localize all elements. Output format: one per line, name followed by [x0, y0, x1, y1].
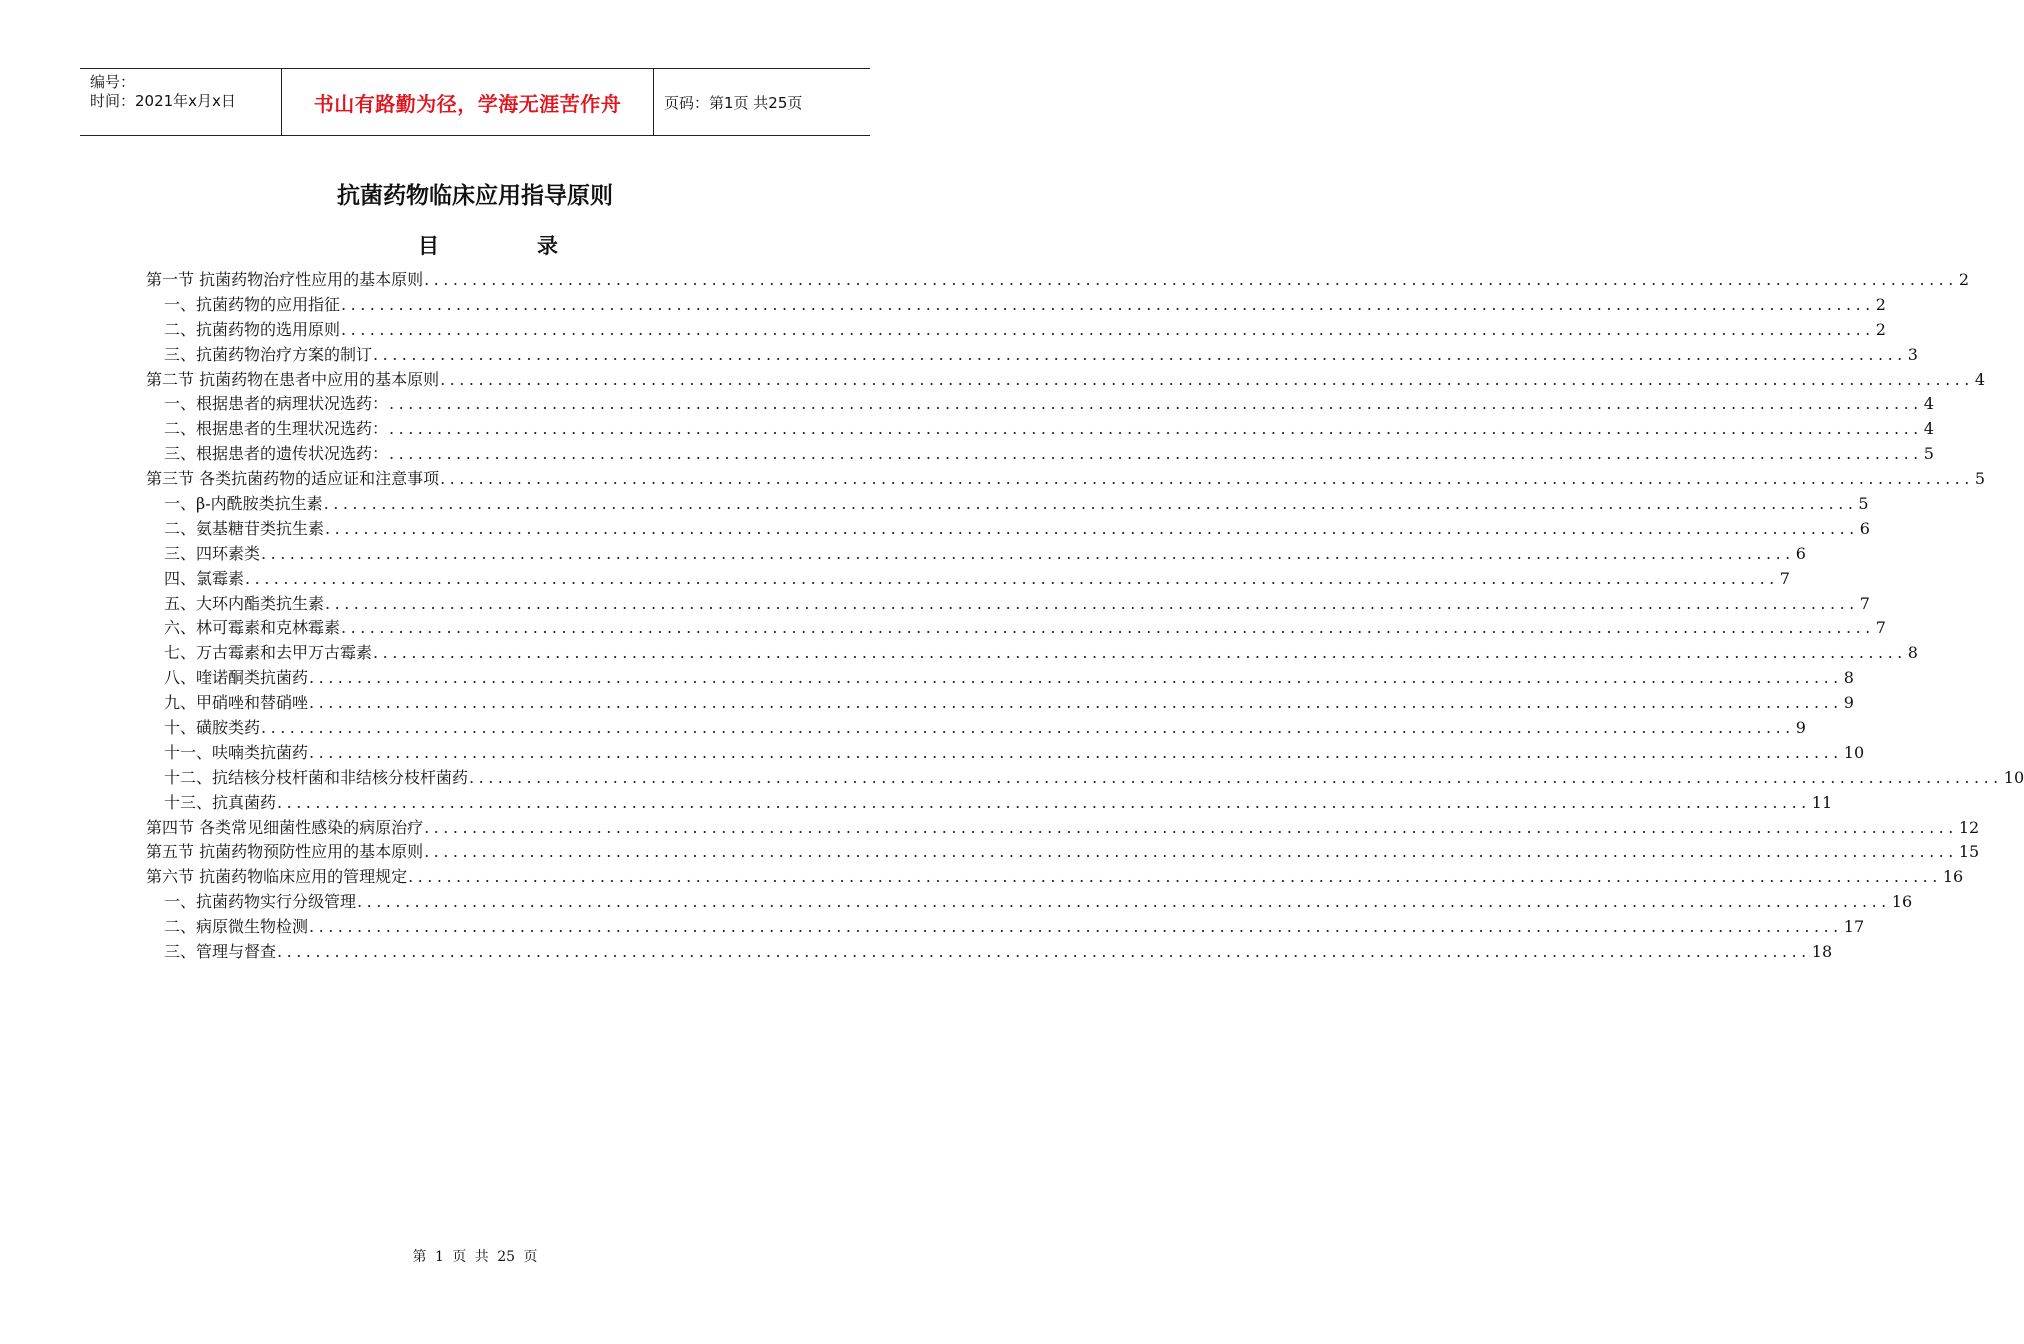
- toc-entry-text: 二、抗菌药物的选用原则: [164, 319, 341, 339]
- table-of-contents: [146, 268, 2024, 965]
- toc-leader-dots: ................................................................................................................................................................: [309, 917, 1843, 937]
- toc-entry[interactable]: [146, 567, 1790, 592]
- toc-entry-page: 10: [2003, 767, 2024, 787]
- header-page-info: 页码：第1页 共25页: [664, 93, 803, 112]
- toc-leader-dots: ................................................................................................................................................................: [277, 942, 1811, 962]
- toc-entry[interactable]: [146, 492, 1869, 517]
- toc-entry-text: 三、根据患者的遗传状况选药：: [164, 444, 389, 464]
- toc-entry-page: 6: [1795, 543, 1806, 563]
- toc-entry-page: 16: [1942, 867, 1964, 887]
- toc-leader-dots: ................................................................................................................................................................: [389, 444, 1923, 464]
- toc-leader-dots: ................................................................................................................................................................: [424, 270, 1958, 289]
- toc-entry[interactable]: [146, 890, 1913, 915]
- toc-leader-dots: ................................................................................................................................................................: [245, 568, 1779, 588]
- toc-entry-text: 五、大环内酯类抗生素: [164, 593, 325, 613]
- toc-entry-text: 一、抗菌药物实行分级管理: [164, 892, 357, 912]
- toc-entry[interactable]: [146, 716, 1806, 741]
- toc-entry-page: 2: [1875, 319, 1886, 339]
- toc-heading-left: 目: [418, 234, 439, 258]
- toc-entry-text: 九、甲硝唑和替硝唑: [164, 693, 309, 713]
- toc-entry-text: 十一、呋喃类抗菌药: [164, 742, 309, 762]
- toc-entry-text: 二、氨基糖苷类抗生素: [164, 518, 325, 538]
- page-header: [80, 68, 870, 136]
- toc-entry-page: 8: [1907, 643, 1918, 663]
- toc-entry-page: 9: [1795, 718, 1806, 738]
- toc-entry[interactable]: [146, 293, 1886, 318]
- toc-entry-page: 2: [1875, 294, 1886, 314]
- toc-entry-page: 15: [1958, 842, 1980, 862]
- header-time: 时间：2021年x月x日: [90, 92, 236, 110]
- toc-entry-text: 三、四环素类: [164, 543, 261, 563]
- toc-entry-page: 2: [1958, 270, 1970, 289]
- toc-entry-page: 7: [1859, 593, 1870, 613]
- toc-entry-text: 第三节 各类抗菌药物的适应证和注意事项: [146, 469, 440, 489]
- toc-leader-dots: ................................................................................................................................................................: [261, 718, 1795, 738]
- toc-leader-dots: ................................................................................................................................................................: [373, 643, 1907, 663]
- toc-entry-text: 十二、抗结核分枝杆菌和非结核分枝杆菌药: [164, 767, 469, 787]
- toc-entry-text: 三、抗菌药物治疗方案的制订: [164, 344, 373, 364]
- toc-entry-text: 一、抗菌药物的应用指征: [164, 294, 341, 314]
- toc-entry-text: 第五节 抗菌药物预防性应用的基本原则: [146, 842, 424, 862]
- toc-entry-page: 4: [1923, 394, 1934, 414]
- toc-entry-text: 一、β-内酰胺类抗生素: [164, 494, 323, 514]
- toc-entry-page: 7: [1875, 618, 1886, 638]
- toc-entry-page: 10: [1843, 742, 1865, 762]
- document-title: 抗菌药物临床应用指导原则: [337, 183, 613, 209]
- page-footer: 第 1 页 共 25 页: [412, 1249, 538, 1265]
- toc-entry-text: 二、根据患者的生理状况选药：: [164, 419, 389, 439]
- toc-entry-page: 3: [1907, 344, 1918, 364]
- toc-heading-right: 录: [537, 234, 558, 258]
- toc-entry-page: 17: [1843, 917, 1865, 937]
- toc-entry[interactable]: [146, 940, 1833, 965]
- toc-entry[interactable]: [146, 840, 1980, 865]
- toc-entry[interactable]: [146, 616, 1886, 641]
- header-meta: [80, 69, 282, 135]
- toc-entry[interactable]: [146, 417, 1934, 442]
- toc-leader-dots: ................................................................................................................................................................: [389, 419, 1923, 439]
- toc-entry-text: 二、病原微生物检测: [164, 917, 309, 937]
- toc-entry-text: 第一节 抗菌药物治疗性应用的基本原则: [146, 270, 424, 289]
- toc-entry-text: 七、万古霉素和去甲万古霉素: [164, 643, 373, 663]
- toc-entry-text: 四、氯霉素: [164, 568, 245, 588]
- toc-entry-page: 18: [1811, 942, 1833, 962]
- toc-entry[interactable]: [146, 791, 1833, 816]
- toc-leader-dots: ................................................................................................................................................................: [341, 319, 1875, 339]
- toc-entry-page: 9: [1843, 693, 1854, 713]
- toc-leader-dots: ................................................................................................................................................................: [408, 867, 1942, 887]
- toc-entry[interactable]: [146, 467, 1986, 492]
- toc-leader-dots: ................................................................................................................................................................: [440, 369, 1974, 389]
- toc-entry[interactable]: [146, 865, 1964, 890]
- toc-entry-page: 6: [1859, 518, 1870, 538]
- toc-entry-text: 十三、抗真菌药: [164, 792, 277, 812]
- toc-entry-page: 4: [1974, 369, 1986, 389]
- toc-leader-dots: ................................................................................................................................................................: [325, 593, 1859, 613]
- toc-entry[interactable]: [146, 741, 1865, 766]
- toc-entry-text: 第六节 抗菌药物临床应用的管理规定: [146, 867, 408, 887]
- toc-entry-page: 5: [1923, 444, 1934, 464]
- toc-entry-page: 11: [1811, 792, 1833, 812]
- toc-leader-dots: ................................................................................................................................................................: [424, 842, 1958, 862]
- toc-entry-page: 16: [1891, 892, 1913, 912]
- toc-leader-dots: ................................................................................................................................................................: [341, 618, 1875, 638]
- toc-entry[interactable]: [146, 368, 1986, 393]
- toc-entry[interactable]: [146, 318, 1886, 343]
- toc-entry-page: 4: [1923, 419, 1934, 439]
- toc-entry-text: 第二节 抗菌药物在患者中应用的基本原则: [146, 369, 440, 389]
- toc-entry[interactable]: [146, 517, 1870, 542]
- toc-entry[interactable]: [146, 442, 1934, 467]
- toc-leader-dots: ................................................................................................................................................................: [469, 767, 2003, 787]
- toc-entry-text: 第四节 各类常见细菌性感染的病原治疗: [146, 817, 424, 837]
- toc-leader-dots: ................................................................................................................................................................: [309, 742, 1843, 762]
- toc-leader-dots: ................................................................................................................................................................: [309, 668, 1843, 688]
- toc-entry-text: 三、管理与督查: [164, 942, 277, 962]
- header-code: 编号：: [90, 73, 136, 91]
- toc-entry[interactable]: [146, 816, 1980, 841]
- toc-heading: [418, 230, 558, 260]
- toc-entry-text: 八、喹诺酮类抗菌药: [164, 668, 309, 688]
- toc-entry[interactable]: [146, 268, 1970, 293]
- toc-entry-text: 六、林可霉素和克林霉素: [164, 618, 341, 638]
- toc-entry[interactable]: [146, 691, 1854, 716]
- toc-leader-dots: ................................................................................................................................................................: [440, 469, 1974, 489]
- toc-entry[interactable]: [146, 666, 1854, 691]
- toc-entry[interactable]: [146, 641, 1918, 666]
- toc-leader-dots: ................................................................................................................................................................: [341, 294, 1875, 314]
- toc-entry[interactable]: [146, 392, 1934, 417]
- toc-entry-text: 一、根据患者的病理状况选药：: [164, 394, 389, 414]
- toc-leader-dots: ................................................................................................................................................................: [424, 817, 1958, 837]
- toc-entry-page: 5: [1974, 469, 1986, 489]
- toc-entry-page: 5: [1858, 494, 1869, 514]
- toc-leader-dots: ................................................................................................................................................................: [373, 344, 1907, 364]
- toc-entry[interactable]: [146, 915, 1865, 940]
- toc-leader-dots: ................................................................................................................................................................: [277, 792, 1811, 812]
- toc-entry[interactable]: [146, 542, 1806, 567]
- toc-entry-page: 7: [1779, 568, 1790, 588]
- toc-entry[interactable]: [146, 766, 2024, 791]
- toc-leader-dots: ................................................................................................................................................................: [389, 394, 1923, 414]
- toc-leader-dots: ................................................................................................................................................................: [309, 693, 1843, 713]
- toc-entry-page: 12: [1958, 817, 1980, 837]
- toc-leader-dots: ................................................................................................................................................................: [357, 892, 1891, 912]
- header-motto: 书山有路勤为径，学海无涯苦作舟: [282, 69, 654, 135]
- toc-leader-dots: ................................................................................................................................................................: [323, 494, 1858, 514]
- toc-entry[interactable]: [146, 592, 1870, 617]
- toc-entry-text: 十、磺胺类药: [164, 718, 261, 738]
- toc-leader-dots: ................................................................................................................................................................: [261, 543, 1795, 563]
- toc-entry-page: 8: [1843, 668, 1854, 688]
- toc-leader-dots: ................................................................................................................................................................: [325, 518, 1859, 538]
- toc-entry[interactable]: [146, 343, 1918, 368]
